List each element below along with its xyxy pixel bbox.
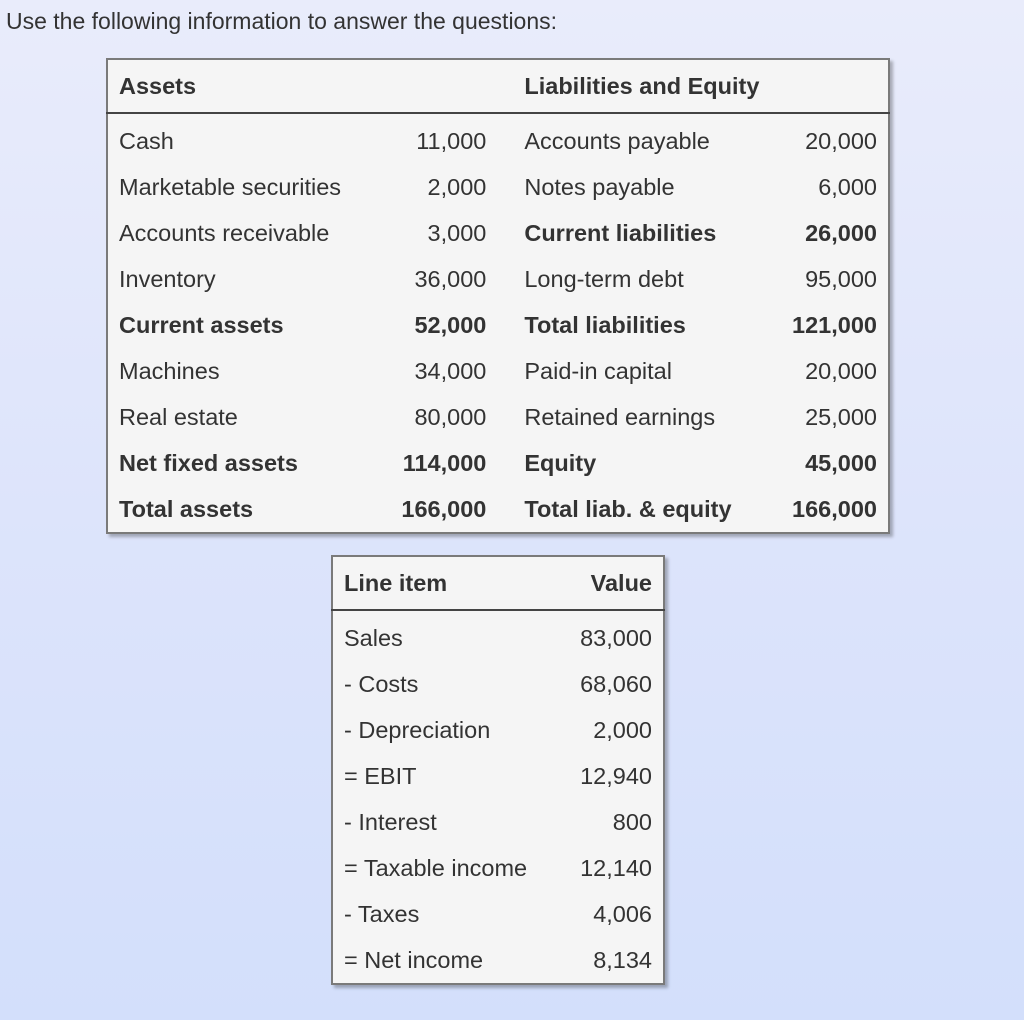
line-item-value: 800: [612, 808, 652, 835]
table-row: [107, 440, 889, 486]
line-item-value: 83,000: [580, 624, 652, 651]
line-item-value: 4,006: [593, 900, 652, 927]
line-item-value: 12,140: [580, 854, 652, 881]
table-row: [332, 799, 664, 845]
balance-sheet-header-row: [107, 59, 889, 113]
asset-label: Machines: [119, 357, 220, 384]
asset-value: 166,000: [401, 495, 487, 522]
line-item-label: - Taxes: [344, 900, 420, 927]
liability-value: 20,000: [805, 357, 877, 384]
line-item-header: Line item: [332, 556, 559, 610]
table-row: [332, 891, 664, 937]
asset-value: 2,000: [427, 173, 487, 200]
asset-label: Cash: [119, 127, 174, 154]
liability-value: 95,000: [805, 265, 877, 292]
asset-value: 3,000: [427, 219, 487, 246]
table-row: [107, 113, 889, 164]
line-item-label: - Costs: [344, 670, 419, 697]
line-item-label: = EBIT: [344, 762, 417, 789]
liability-value: 25,000: [805, 403, 877, 430]
liability-label: Current liabilities: [524, 219, 717, 246]
liability-label: Notes payable: [524, 173, 675, 200]
table-row: [107, 348, 889, 394]
asset-label: Real estate: [119, 403, 238, 430]
asset-value: 114,000: [402, 449, 487, 476]
table-row: [107, 164, 889, 210]
instructions-text: Use the following information to answer the questions:: [6, 8, 558, 34]
table-row: [332, 937, 664, 984]
table-row: [107, 210, 889, 256]
asset-label: Accounts receivable: [119, 219, 330, 246]
liability-value: 6,000: [818, 173, 877, 200]
liability-value: 45,000: [805, 449, 877, 476]
asset-value: 11,000: [416, 127, 487, 154]
asset-value: 34,000: [414, 357, 487, 384]
line-item-label: - Depreciation: [344, 716, 491, 743]
line-item-label: Sales: [344, 624, 403, 651]
table-row: [107, 486, 889, 533]
line-item-value: 2,000: [593, 716, 652, 743]
table-row: [107, 256, 889, 302]
line-item-value: 8,134: [593, 946, 652, 973]
asset-label: Net fixed assets: [119, 449, 298, 476]
table-row: [332, 707, 664, 753]
income-statement-table: [331, 555, 665, 985]
line-item-label: - Interest: [344, 808, 437, 835]
liability-label: Total liabilities: [524, 311, 686, 338]
value-header: Value: [559, 556, 664, 610]
liabilities-equity-header: Liabilities and Equity: [497, 59, 889, 113]
asset-label: Inventory: [119, 265, 216, 292]
liability-value: 121,000: [792, 311, 877, 338]
asset-value: 36,000: [414, 265, 487, 292]
asset-label: Total assets: [119, 495, 254, 522]
assets-header: Assets: [107, 59, 497, 113]
liability-label: Paid-in capital: [524, 357, 672, 384]
line-item-label: = Net income: [344, 946, 484, 973]
liability-label: Accounts payable: [524, 127, 710, 154]
table-row: [107, 302, 889, 348]
table-row: [107, 394, 889, 440]
liability-label: Total liab. & equity: [524, 495, 732, 522]
liability-label: Equity: [524, 449, 597, 476]
balance-sheet-table: [106, 58, 890, 534]
asset-value: 52,000: [414, 311, 487, 338]
income-statement-header-row: [332, 556, 664, 610]
liability-value: 166,000: [792, 495, 877, 522]
asset-label: Marketable securities: [119, 173, 342, 200]
table-row: [332, 753, 664, 799]
line-item-value: 12,940: [580, 762, 652, 789]
asset-label: Current assets: [119, 311, 284, 338]
line-item-label: = Taxable income: [344, 854, 528, 881]
liability-label: Long-term debt: [524, 265, 684, 292]
liability-value: 26,000: [805, 219, 877, 246]
table-row: [332, 845, 664, 891]
table-row: [332, 610, 664, 661]
asset-value: 80,000: [414, 403, 487, 430]
liability-label: Retained earnings: [524, 403, 716, 430]
liability-value: 20,000: [805, 127, 877, 154]
line-item-value: 68,060: [580, 670, 652, 697]
table-row: [332, 661, 664, 707]
